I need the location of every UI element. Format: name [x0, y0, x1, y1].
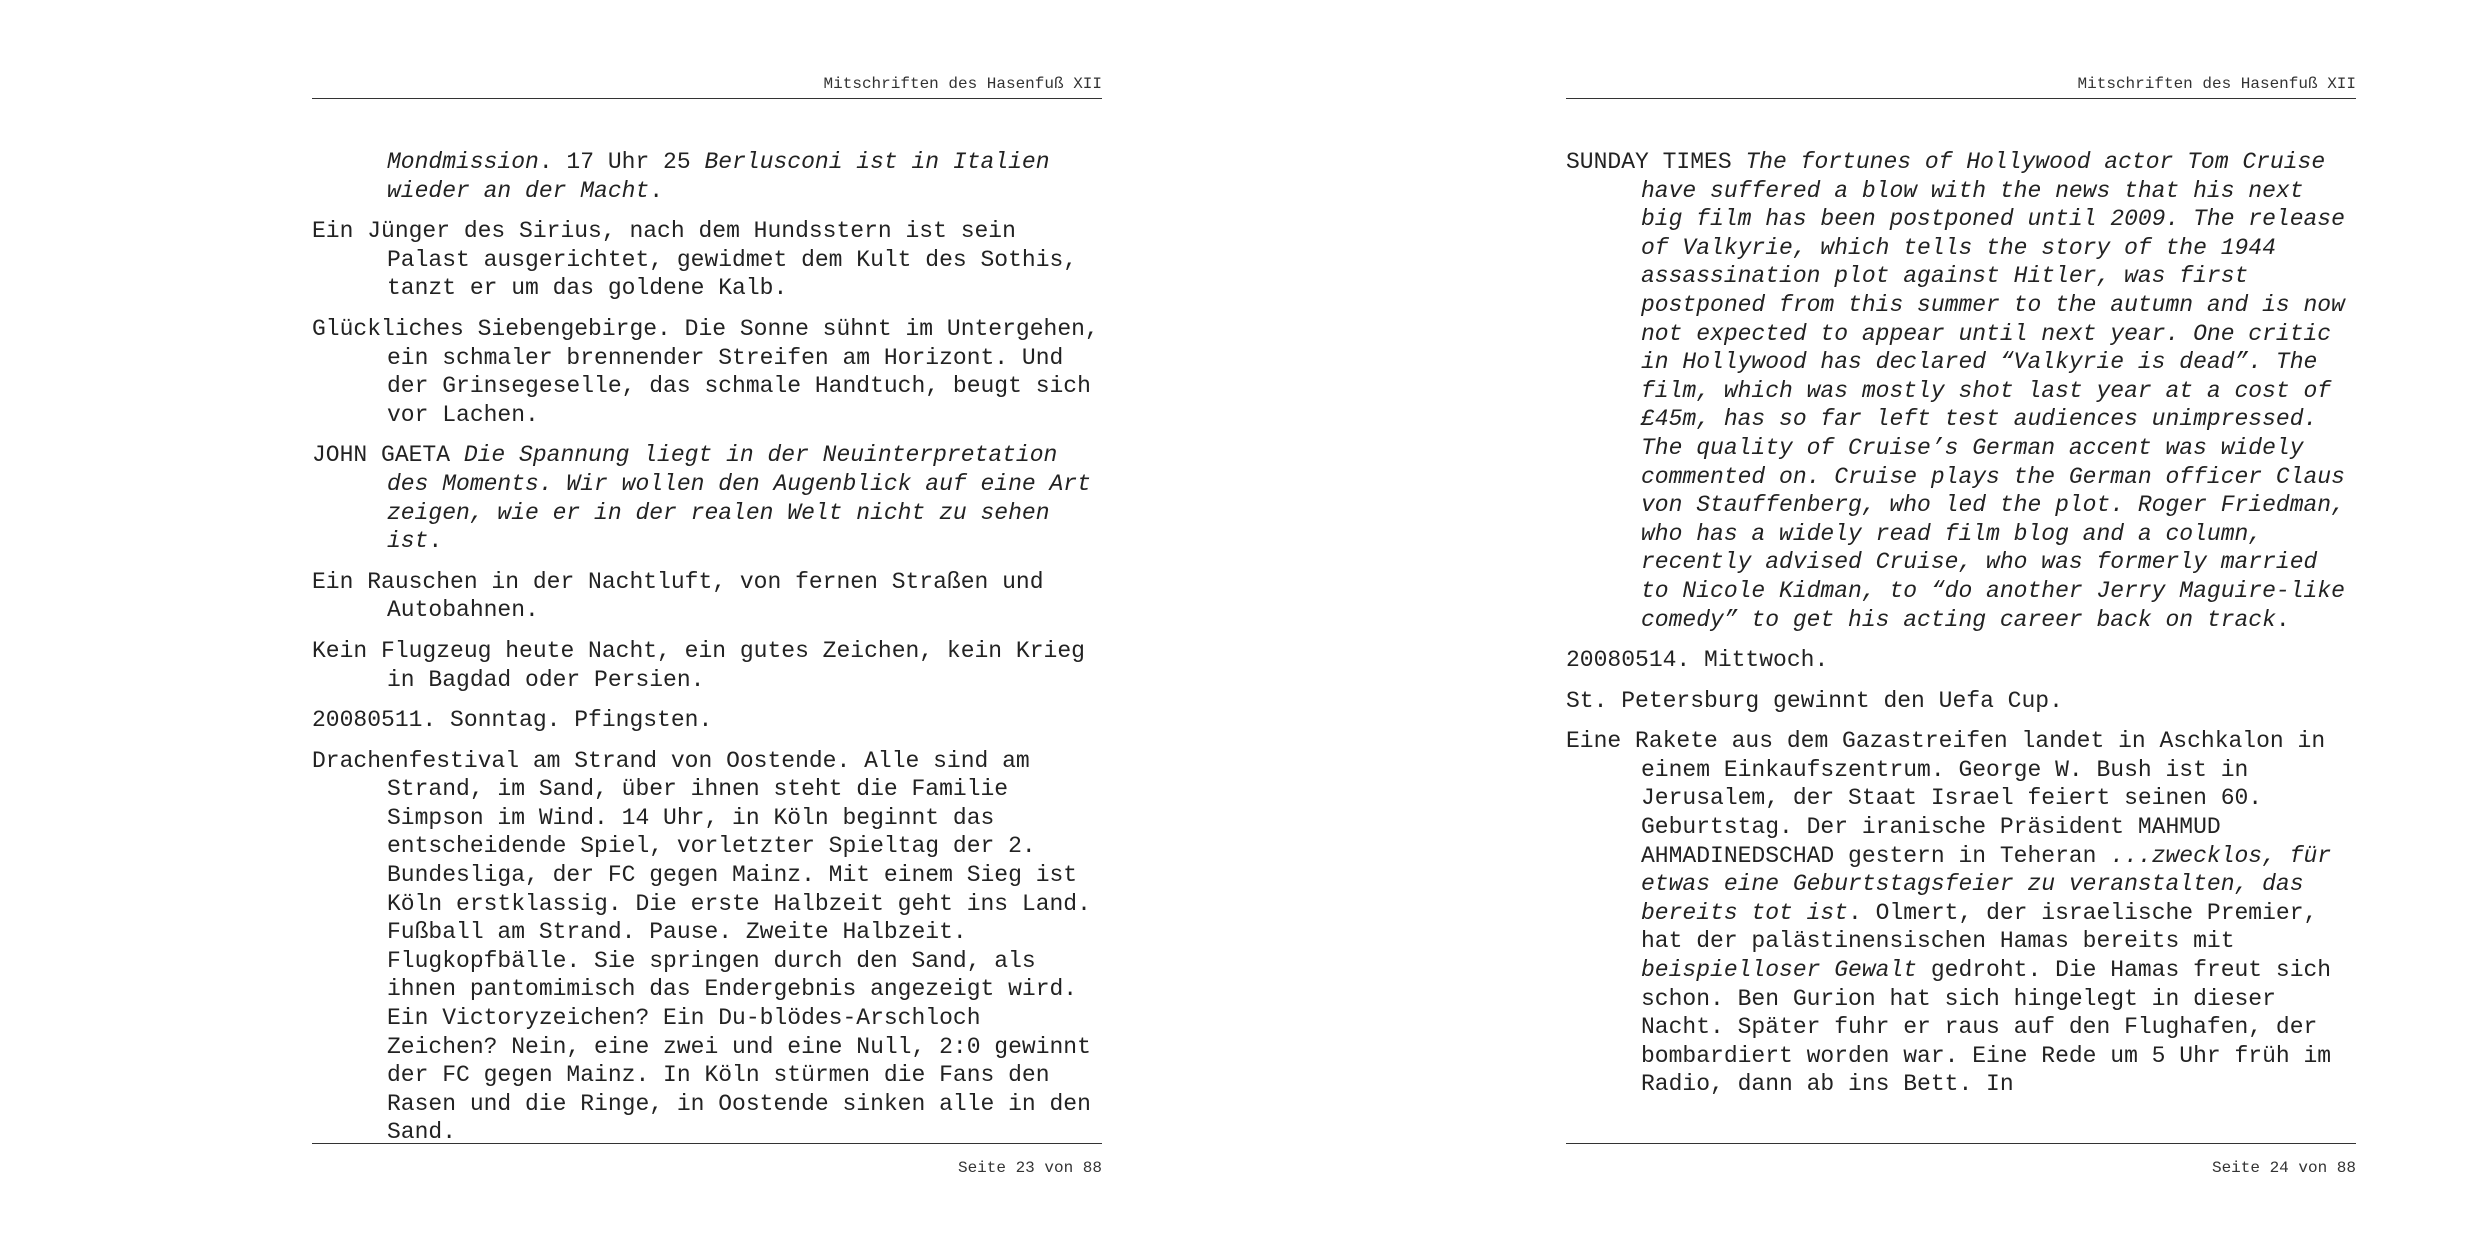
text-span: 20080514. Mittwoch.: [1566, 647, 1829, 674]
page-header: Mitschriften des Hasenfuß XII: [823, 75, 1102, 93]
speaker-label: JOHN GAETA: [312, 442, 464, 469]
text-span: Kein Flugzeug heute Nacht, ein gutes Zeichen, kein Krieg in Bagdad oder Persien.: [312, 637, 1085, 693]
paragraph: [312, 747, 1102, 1147]
text-span: Berlusconi ist in Italien wieder an der Macht: [387, 149, 1050, 204]
paragraph: [1566, 148, 2356, 634]
text-span: St. Petersburg gewinnt den Uefa Cup.: [1566, 687, 2063, 714]
right-page: [1566, 0, 2356, 1240]
paragraph: [1566, 727, 2356, 1099]
text-span: . 17 Uhr 25: [538, 149, 705, 175]
text-span: . Olmert, der israelische Premier, hat der palästinensischen Hamas bereits mit: [1641, 899, 2318, 955]
paragraph: [1566, 687, 2356, 716]
footer-divider: [1566, 1143, 2356, 1144]
text-span: Mondmission: [387, 149, 539, 175]
paragraph: [312, 148, 1102, 205]
paragraph: [312, 441, 1102, 555]
header-divider: [1566, 98, 2356, 99]
page-body: [1566, 148, 2356, 1111]
header-divider: [312, 98, 1102, 99]
text-span: Ein Rauschen in der Nachtluft, von fernen Straßen und Autobahnen.: [312, 568, 1044, 624]
left-page: [312, 0, 1102, 1240]
text-span: .: [2275, 606, 2290, 633]
page-header: Mitschriften des Hasenfuß XII: [2077, 75, 2356, 93]
paragraph: [312, 217, 1102, 303]
quote-text: ...zwecklos, für etwas eine Geburtstagsfeier zu veranstalten, das bereits tot ist: [1641, 842, 2332, 926]
quote-text: Die Spannung liegt in der Neuinterpretation des Moments. Wir wollen den Augenblick auf eine Art zeigen, wie er in der realen Welt nicht zu sehen ist: [387, 442, 1091, 555]
page-number: Seite 24 von 88: [2211, 1159, 2356, 1177]
page-number: Seite 23 von 88: [957, 1159, 1102, 1177]
date-entry: [312, 706, 1102, 735]
date-entry: [1566, 646, 2356, 675]
footer-divider: [312, 1143, 1102, 1144]
text-span: Ein Jünger des Sirius, nach dem Hundsstern ist sein Palast ausgerichtet, gewidmet dem Kult des Sothis, tanzt er um das goldene Kalb.: [312, 218, 1078, 302]
text-span: gedroht. Die Hamas freut sich schon. Ben Gurion hat sich hingelegt in dieser Nacht. Später fuhr er raus auf den Flughafen, der bombardiert worden war. Eine Rede um 5 Uhr früh im Radio, dann ab ins Bett. In: [1641, 957, 2332, 1098]
text-span: .: [428, 528, 443, 555]
source-label: SUNDAY TIMES: [1566, 149, 1746, 175]
page-body: [312, 148, 1102, 1159]
text-span: 20080511. Sonntag. Pfingsten.: [312, 707, 713, 734]
text-span: .: [649, 177, 664, 204]
paragraph: [312, 568, 1102, 625]
quote-text: The fortunes of Hollywood actor Tom Cruise have suffered a blow with the news that his next big film has been postponed until 2009. The release of Valkyrie, which tells the story of the 1944 assassination plot against Hitler, was first postponed from this summer to the autumn and is now not expected to appear until next year. One critic in Hollywood has declared “Valkyrie is dead”. The film, which was mostly shot last year at a cost of £45m, has so far left test audiences unimpressed. The quality of Cruise’s German accent was widely commented on. Cruise plays the German officer Claus von Stauffenberg, who led the plot. Roger Friedman, who has a widely read film blog and a column, recently advised Cruise, who was formerly married to Nicole Kidman, to “do another Jerry Maguire-like comedy” to get his acting career back on track: [1641, 149, 2345, 633]
quote-text: beispielloser Gewalt: [1641, 957, 1918, 984]
paragraph: [312, 637, 1102, 694]
text-span: Glückliches Siebengebirge. Die Sonne sühnt im Untergehen, ein schmaler brennender Streifen am Horizont. Und der Grinsegeselle, das schmale Handtuch, beugt sich vor Lachen.: [312, 315, 1099, 428]
text-span: Drachenfestival am Strand von Oostende. Alle sind am Strand, im Sand, über ihnen steht die Familie Simpson im Wind. 14 Uhr, in Köln beginnt das entscheidende Spiel, vorletzter Spieltag der 2. Bundesliga, der FC gegen Mainz. Mit einem Sieg ist Köln erstklassig. Die erste Halbzeit geht ins Land. Fußball am Strand. Pause. Zweite Halbzeit. Flugkopfbälle. Sie springen durch den Sand, als ihnen pantomimisch das Endergebnis angezeigt wird. Ein Victoryzeichen? Ein Du-blödes-Arschloch Zeichen? Nein, eine zwei und eine Null, 2:0 gewinnt der FC gegen Mainz. In Köln stürmen die Fans den Rasen und die Ringe, in Oostende sinken alle in den Sand.: [312, 747, 1091, 1146]
text-span: Eine Rakete aus dem Gazastreifen landet in Aschkalon in einem Einkaufszentrum. George W. Bush ist in Jerusalem, der Staat Israel feiert seinen 60. Geburtstag. Der iranische Präsident MAHMUD AHMADINEDSCHAD gestern in Teheran: [1566, 728, 2326, 869]
paragraph: [312, 315, 1102, 429]
